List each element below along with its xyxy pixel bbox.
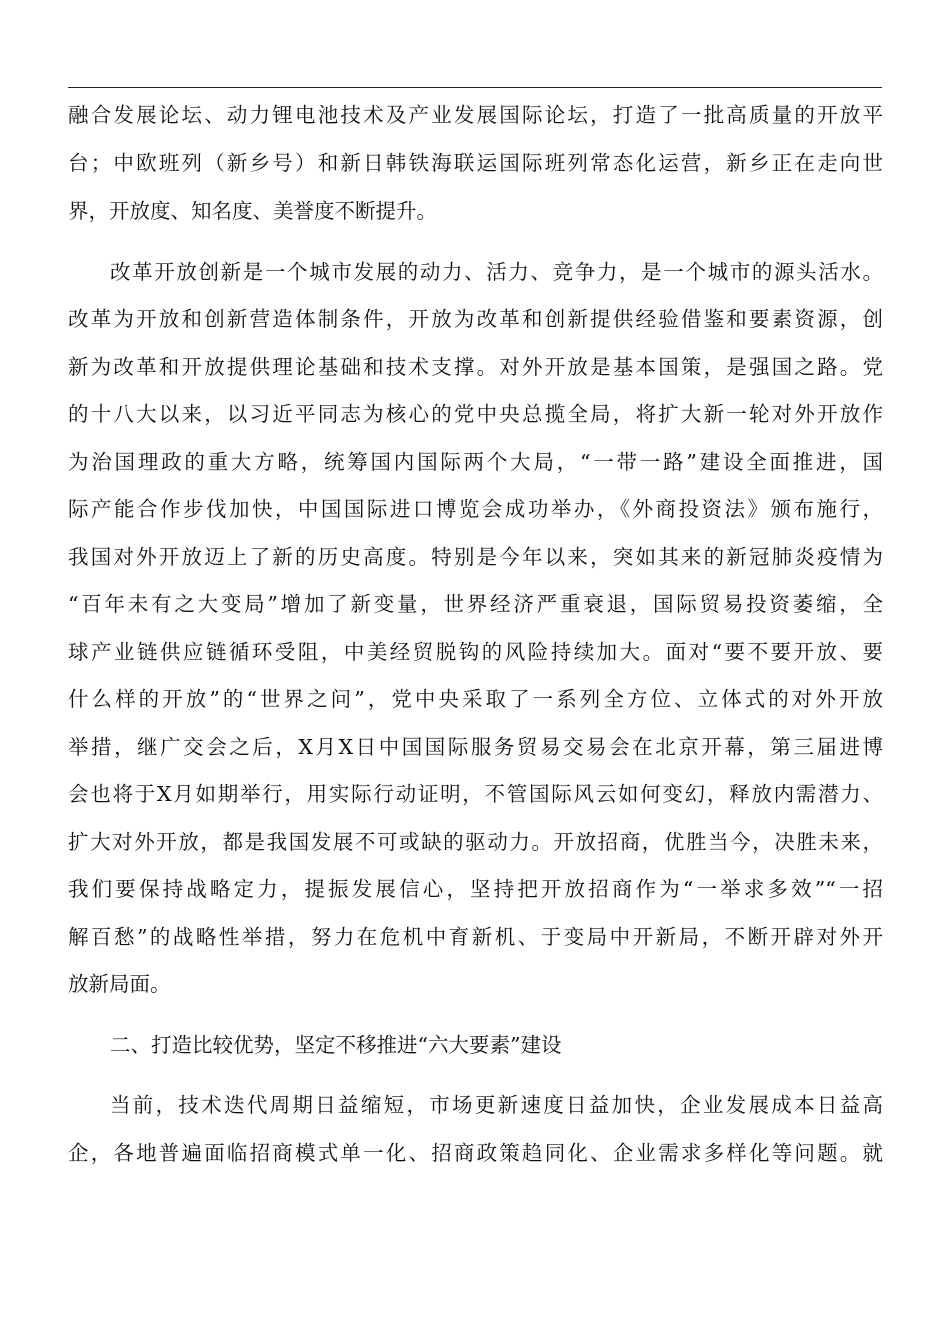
text-line: “百年未有之大变局”增加了新变量，世界经济严重衰退，国际贸易投资萎缩，全 — [68, 592, 883, 616]
text-line: 际产能合作步伐加快，中国国际进口博览会成功举办，《外商投资法》颁布施行， — [68, 497, 883, 521]
text-line: 的十八大以来，以习近平同志为核心的党中央总揽全局，将扩大新一轮对外开放作 — [68, 402, 883, 426]
text-line: 扩大对外开放，都是我国发展不可或缺的驱动力。开放招商，优胜当今，决胜未来， — [68, 830, 883, 854]
text-line: 什么样的开放”的“世界之问”，党中央采取了一系列全方位、立体式的对外开放 — [68, 687, 883, 711]
text-line: 界，开放度、知名度、美誉度不断提升。 — [68, 199, 437, 223]
text-line: 当前，技术迭代周期日益缩短，市场更新速度日益加快，企业发展成本日益高 — [110, 1093, 883, 1117]
text-line: 新为改革和开放提供理论基础和技术支撑。对外开放是基本国策，是强国之路。党 — [68, 355, 883, 379]
text-line: 球产业链供应链循环受阻，中美经贸脱钩的风险持续加大。面对“要不要开放、要 — [68, 640, 883, 664]
text-line: 为治国理政的重大方略，统筹国内国际两个大局，“一带一路”建设全面推进，国 — [68, 450, 883, 474]
text-line: 举措，继广交会之后，X月X日中国国际服务贸易交易会在北京开幕，第三届进博 — [68, 735, 883, 759]
text-line: 改革为开放和创新营造体制条件，开放为改革和创新提供经验借鉴和要素资源，创 — [68, 307, 883, 331]
text-line: 改革开放创新是一个城市发展的动力、活力、竞争力，是一个城市的源头活水。 — [110, 260, 883, 284]
text-line: 台；中欧班列（新乡号）和新日韩铁海联运国际班列常态化运营，新乡正在走向世 — [68, 151, 883, 175]
text-line: 解百愁”的战略性举措，努力在危机中育新机、于变局中开新局，不断开辟对外开 — [68, 925, 883, 949]
text-line: 我国对外开放迈上了新的历史高度。特别是今年以来，突如其来的新冠肺炎疫情为 — [68, 545, 883, 569]
text-line: 企，各地普遍面临招商模式单一化、招商政策趋同化、企业需求多样化等问题。就 — [68, 1141, 883, 1165]
text-line: 放新局面。 — [68, 972, 171, 996]
section-heading: 二、打造比较优势，坚定不移推进“六大要素”建设 — [110, 1033, 562, 1057]
text-line: 融合发展论坛、动力锂电池技术及产业发展国际论坛，打造了一批高质量的开放平 — [68, 103, 883, 127]
header-rule — [68, 87, 882, 88]
text-line: 会也将于X月如期举行，用实际行动证明，不管国际风云如何变幻，释放内需潜力、 — [68, 782, 883, 806]
text-line: 我们要保持战略定力，提振发展信心，坚持把开放招商作为“一举求多效”“一招 — [68, 877, 883, 901]
